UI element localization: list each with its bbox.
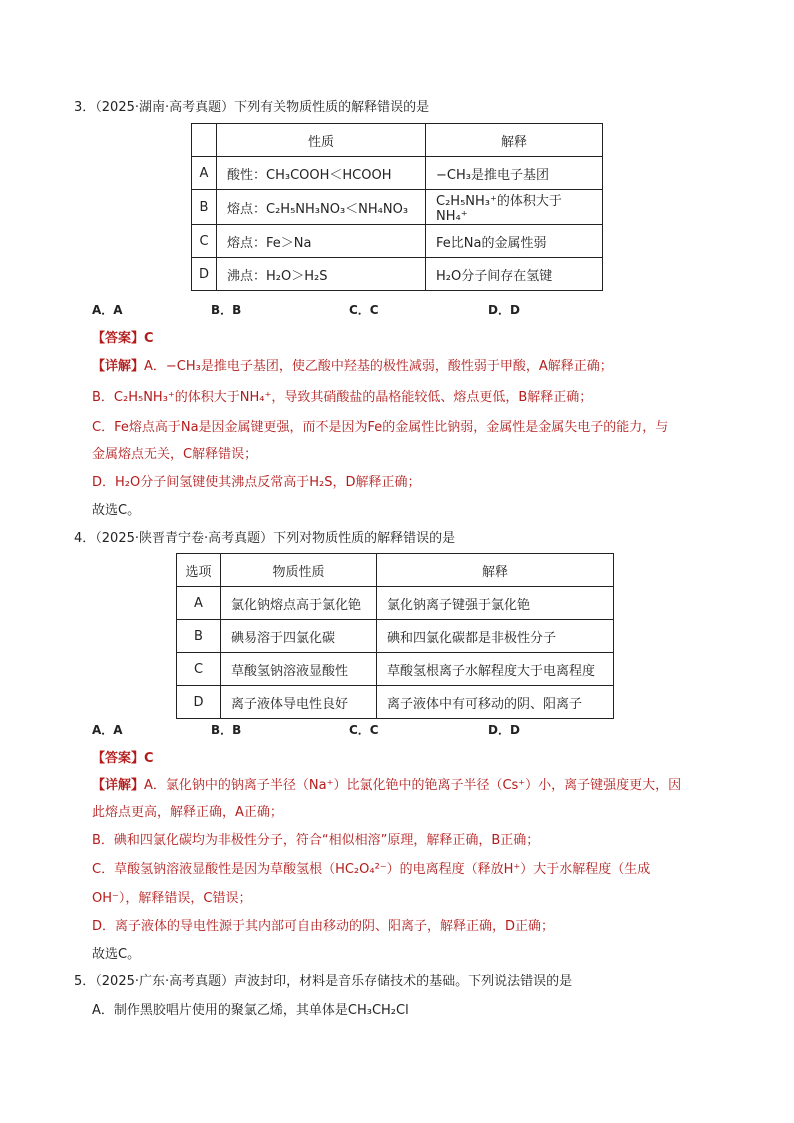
- option-a[interactable]: A．A: [92, 303, 123, 317]
- table-cell: 草酸氢钠溶液显酸性: [221, 653, 377, 686]
- table-cell: 碘和四氯化碳都是非极性分子: [377, 620, 614, 653]
- q4-answer: [92, 747, 154, 766]
- q4-detail-line-6: D．离子液体的导电性源于其内部可自由移动的阴、阳离子，解释正确，D正确；: [92, 919, 555, 934]
- table-row: [177, 653, 614, 686]
- table-cell: Fe比Na的金属性弱: [426, 225, 603, 258]
- q4-detail-line-4: C．草酸氢钠溶液显酸性是因为草酸氢根（HC₂O₄²⁻）的电离程度（释放H⁺）大于水解程度（生成: [92, 862, 651, 877]
- row-label: B: [177, 620, 221, 653]
- table-row: [192, 157, 603, 190]
- detail-label: 【详解】: [92, 778, 145, 793]
- table-row: [177, 620, 614, 653]
- option-b[interactable]: B．B: [211, 723, 242, 737]
- q4-detail-line-3: B．碘和四氯化碳均为非极性分子，符合“相似相溶”原理，解释正确，B正确；: [92, 833, 540, 848]
- table-cell: −CH₃是推电子基团: [426, 157, 603, 190]
- table-cell: 熔点：Fe＞Na: [217, 225, 426, 258]
- table-row: [177, 686, 614, 719]
- q4-conclusion: 故选C。: [92, 947, 141, 962]
- q3-detail-line-3: C．Fe熔点高于Na是因金属键更强，而不是因为Fe的金属性比钠弱，金属性是金属失电子的能力，与: [92, 420, 669, 435]
- q3-detail-line-2: B．C₂H₅NH₃⁺的体积大于NH₄⁺，导致其硝酸盐的晶格能较低、熔点更低，B解释正确；: [92, 390, 593, 405]
- q3-detail-line-4: 金属熔点无关，C解释错误；: [92, 447, 258, 462]
- q4-detail-line-5: OH⁻），解释错误，C错误；: [92, 891, 252, 906]
- option-d[interactable]: D．D: [488, 303, 520, 317]
- table-cell: 酸性：CH₃COOH＜HCOOH: [217, 157, 426, 190]
- q3-conclusion: 故选C。: [92, 503, 141, 518]
- q4-detail-line-2: 此熔点更高，解释正确，A正确；: [92, 805, 283, 820]
- table-cell: [192, 124, 217, 157]
- table-cell: 离子液体导电性良好: [221, 686, 377, 719]
- q5-option-a[interactable]: A．制作黑胶唱片使用的聚氯乙烯，其单体是CH₃CH₂Cl: [92, 1003, 409, 1018]
- detail-text: A．氯化钠中的钠离子半径（Na⁺）比氯化铯中的铯离子半径（Cs⁺）小，离子键强度更大，因: [144, 778, 682, 793]
- answer-value: C: [144, 331, 154, 346]
- q3-table: [191, 123, 603, 291]
- table-header-cell: 解释: [377, 554, 614, 587]
- answer-label: 【答案】: [92, 331, 145, 346]
- table-cell: 草酸氢根离子水解程度大于电离程度: [377, 653, 614, 686]
- q3-detail-line-5: D．H₂O分子间氢键使其沸点反常高于H₂S，D解释正确；: [92, 475, 421, 490]
- table-cell: 碘易溶于四氯化碳: [221, 620, 377, 653]
- table-row: [177, 587, 614, 620]
- row-label: C: [192, 225, 217, 258]
- table-header-cell: 解释: [426, 124, 603, 157]
- table-header-row: [177, 554, 614, 587]
- table-header-cell: 选项: [177, 554, 221, 587]
- row-label: B: [192, 190, 217, 225]
- answer-value: C: [144, 751, 154, 766]
- row-label: D: [192, 258, 217, 291]
- q3-detail-line-1: [92, 355, 613, 374]
- row-label: A: [192, 157, 217, 190]
- table-row: [192, 190, 603, 225]
- option-a[interactable]: A．A: [92, 723, 123, 737]
- detail-text: A．−CH₃是推电子基团，使乙酸中羟基的极性减弱，酸性弱于甲酸，A解释正确；: [144, 359, 613, 374]
- option-c[interactable]: C．C: [349, 723, 379, 737]
- q5-stem: 5．（2025·广东·高考真题）声波封印，材料是音乐存储技术的基础。下列说法错误的是: [74, 974, 573, 989]
- q3-stem: 3．（2025·湖南·高考真题）下列有关物质性质的解释错误的是: [74, 100, 430, 115]
- q4-detail-line-1: [92, 774, 681, 793]
- answer-label: 【答案】: [92, 751, 145, 766]
- table-row: [192, 225, 603, 258]
- table-cell: 离子液体中有可移动的阴、阳离子: [377, 686, 614, 719]
- table-row: [192, 258, 603, 291]
- table-cell: 熔点：C₂H₅NH₃NO₃＜NH₄NO₃: [217, 190, 426, 225]
- table-cell: H₂O分子间存在氢键: [426, 258, 603, 291]
- table-cell: 氯化钠离子键强于氯化铯: [377, 587, 614, 620]
- q4-stem: 4．（2025·陕晋青宁卷·高考真题）下列对物质性质的解释错误的是: [74, 531, 456, 546]
- row-label: A: [177, 587, 221, 620]
- q4-table: [176, 553, 614, 719]
- row-label: C: [177, 653, 221, 686]
- option-d[interactable]: D．D: [488, 723, 520, 737]
- detail-label: 【详解】: [92, 359, 145, 374]
- table-cell: 沸点：H₂O＞H₂S: [217, 258, 426, 291]
- table-cell: C₂H₅NH₃⁺的体积大于NH₄⁺: [426, 190, 603, 225]
- table-header-cell: 物质性质: [221, 554, 377, 587]
- table-header-row: [192, 124, 603, 157]
- table-cell: 氯化钠熔点高于氯化铯: [221, 587, 377, 620]
- q3-answer: [92, 327, 154, 346]
- option-c[interactable]: C．C: [349, 303, 379, 317]
- option-b[interactable]: B．B: [211, 303, 242, 317]
- row-label: D: [177, 686, 221, 719]
- table-header-cell: 性质: [217, 124, 426, 157]
